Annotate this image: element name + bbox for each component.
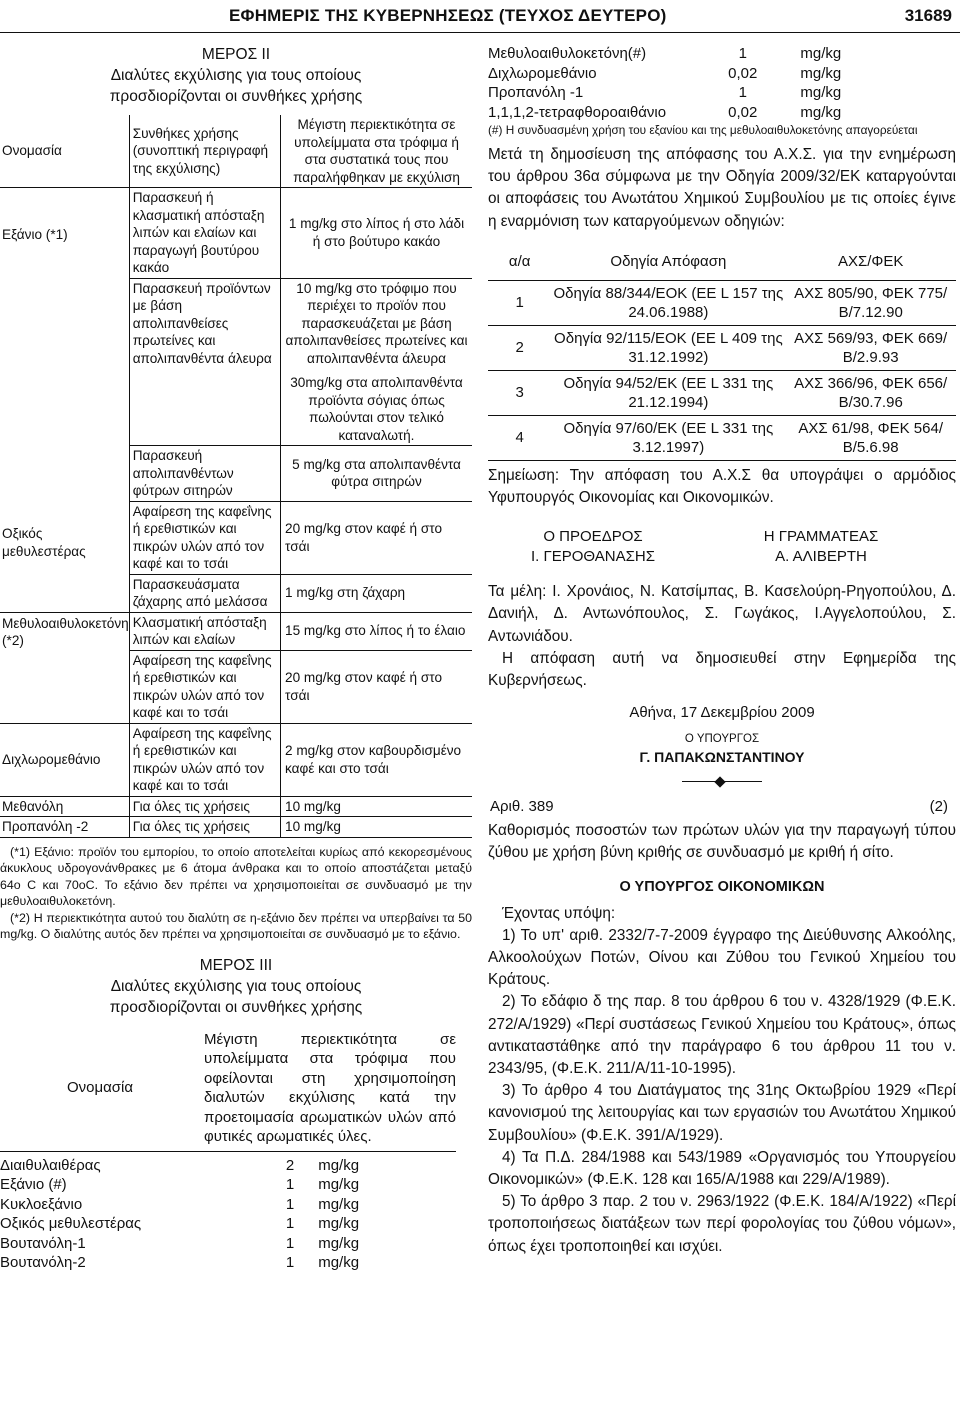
row-use: Για όλες τις χρήσεις xyxy=(129,817,280,838)
table-row xyxy=(0,817,472,838)
row-name: Διχλωρομεθάνιο xyxy=(488,64,597,82)
part2-title: ΜΕΡΟΣ ΙΙ xyxy=(201,46,271,63)
row-unit: mg/kg xyxy=(800,64,842,82)
col-header-use: Συνθήκες χρήσης (συνοπτική περιγραφή της εκχύλισης) xyxy=(129,115,280,188)
row-max: 20 mg/kg στον καφέ ή στο τσάι xyxy=(281,501,472,574)
flavour-footnote: (#) Η συνδυασμένη χρήση του εξανίου και της μεθυλοαιθυλοκετόνης απαγορεύεται xyxy=(488,123,918,137)
row-unit: mg/kg xyxy=(318,1176,360,1193)
row-unit: mg/kg xyxy=(800,103,842,121)
section-divider xyxy=(488,781,956,782)
table-row xyxy=(0,1156,456,1176)
row-ref: ΑΧΣ 61/98, ΦΕΚ 564/Β/5.6.98 xyxy=(785,415,956,460)
row-max: 5 mg/kg στα απολιπανθέντα φύτρα σιτηρών xyxy=(281,446,472,502)
row-ref: ΑΧΣ 569/93, ΦΕΚ 669/Β/2.9.93 xyxy=(785,325,956,370)
row-name: Οξικός μεθυλεστέρας xyxy=(0,1215,142,1232)
row-unit: mg/kg xyxy=(800,84,842,101)
row-use: Αφαίρεση της καφεΐνης ή ερεθιστικών και πικρών υλών από τον καφέ και το τσάι xyxy=(129,650,280,723)
row-unit: mg/kg xyxy=(318,1254,360,1271)
row-max: 10 mg/kg xyxy=(281,817,472,838)
row-unit: mg/kg xyxy=(800,45,842,62)
row-name: Βουτανόλη-1 xyxy=(0,1234,86,1252)
table-row xyxy=(488,325,956,370)
col-header-max: Μέγιστη περιεκτικότητα σε υπολείμματα στα τρόφιμα που οφείλονται στη χρησιμοποίηση διαλυτών εκχύλισης κατά την προετοιμασία αρωματικών υλών από φυτικές αρωματικές ύλες. xyxy=(200,1030,456,1152)
decision-number: Αριθ. 389 xyxy=(490,798,554,816)
col-header-aa: α/α xyxy=(488,249,551,281)
row-value: 1 xyxy=(285,1215,295,1232)
minister-role: Ο ΥΠΟΥΡΓΟΣ xyxy=(684,733,760,746)
row-aa: 4 xyxy=(488,415,551,460)
row-name: Προπανόλη -2 xyxy=(0,817,129,838)
table-row xyxy=(488,64,908,84)
row-ref: ΑΧΣ 805/90, ΦΕΚ 775/Β/7.12.90 xyxy=(785,280,956,325)
col-header-name: Ονομασία xyxy=(0,115,129,188)
council-signatures xyxy=(488,527,956,571)
row-name: 1,1,1,2-τετραφθοροαιθάνιο xyxy=(488,103,667,121)
row-name: Μεθυλοαιθυλοκετόνη(#) xyxy=(488,45,647,62)
considerations-list xyxy=(488,925,956,1258)
gazette-title: ΕΦΗΜΕΡΙΣ ΤΗΣ ΚΥΒΕΡΝΗΣΕΩΣ (ΤΕΥΧΟΣ ΔΕΥΤΕΡΟ) xyxy=(229,6,667,25)
row-name: Διαιθυλαιθέρας xyxy=(0,1156,101,1174)
row-max: 15 mg/kg στο λίπος ή το έλαιο xyxy=(281,612,472,650)
row-max: 1 mg/kg στη ζάχαρη xyxy=(281,574,472,612)
table-row xyxy=(488,280,956,325)
minister-name: Γ. ΠΑΠΑΚΩΝΣΤΑΝΤΙΝΟΥ xyxy=(639,749,805,766)
part3-subtitle-2: προσδιορίζονται οι συνθήκες χρήσης xyxy=(109,998,363,1016)
header-divider xyxy=(0,32,960,33)
directives-table xyxy=(488,249,956,461)
president-role: Ο ΠΡΟΕΔΡΟΣ xyxy=(543,528,643,546)
flavour-solvents-rows xyxy=(0,1156,456,1273)
row-aa: 1 xyxy=(488,280,551,325)
row-directive: Οδηγία 88/344/ΕΟΚ (ΕΕ L 157 της 24.06.1988) xyxy=(551,280,785,325)
row-max: 10 mg/kg στο τρόφιμο που περιέχει το προϊόν που παρασκευάζεται με βάση απολιπανθείσες πρωτείνες και απολιπανθέντα άλευρα xyxy=(285,280,468,366)
part3-title: ΜΕΡΟΣ ΙΙΙ xyxy=(199,956,273,974)
row-name: Εξάνιο (#) xyxy=(0,1176,67,1193)
row-name: Μεθανόλη xyxy=(0,796,129,817)
row-directive: Οδηγία 94/52/ΕΚ (ΕΕ L 331 της 21.12.1994) xyxy=(551,370,785,415)
table-row xyxy=(0,1175,456,1195)
row-max: 30mg/kg στα απολιπανθέντα προϊόντα σόγιας όπως πωλούνται στον τελικό καταναλωτή. xyxy=(281,368,472,446)
row-name: Κυκλοεξάνιο xyxy=(0,1195,83,1213)
row-value: 2 xyxy=(285,1156,295,1174)
row-unit: mg/kg xyxy=(318,1195,360,1213)
secretary-role: Η ΓΡΑΜΜΑΤΕΑΣ xyxy=(763,528,879,546)
row-value: 0,02 xyxy=(728,103,758,121)
col-header-ref: ΑΧΣ/ΦΕΚ xyxy=(785,249,956,281)
consideration-item: 5) Το άρθρο 3 παρ. 2 του ν. 2963/1922 (Φ.Ε.Κ. 184/Α/1922) «Περί τροποποιήσεως διατάξεων των περί φορολογίας του ζύθου νόμων», όπως έχει τροποποιηθεί και ισχύει. xyxy=(488,1193,956,1255)
row-value: 1 xyxy=(285,1176,295,1193)
minister-heading: Ο ΥΠΟΥΡΓΟΣ ΟΙΚΟΝΟΜΙΚΩΝ xyxy=(619,878,825,895)
table-row xyxy=(0,1214,456,1234)
row-name: Εξάνιο (*1) xyxy=(2,227,68,242)
row-value: 1 xyxy=(285,1254,295,1271)
row-use: Κλασματική απόσταξη λιπών και ελαίων xyxy=(129,612,280,650)
consideration-item: 1) Το υπ' αριθ. 2332/7-7-2009 έγγραφο της Διεύθυνσης Αλκοόλης, Αλκοολούχων Ποτών, Οίνου και Ζύθου του Γενικού Χημείου του Κράτους. xyxy=(488,926,956,989)
row-name: Διχλωρομεθάνιο xyxy=(0,723,129,796)
repeal-paragraph: Μετά τη δημοσίευση της απόφασης του Α.Χ.Σ. για την ενημέρωση του άρθρου 36α σύμφωνα με την Οδηγία 2009/32/ΕΚ καταργούνται οι αποφάσεις του Ανωτάτου Χημικού Συμβουλίου με τις οποίες έγινε η εναρμόνιση των καταργούμενων οδηγιών: xyxy=(488,146,956,230)
col-header-name: Ονομασία xyxy=(0,1030,200,1152)
solvents-table xyxy=(0,115,472,838)
row-name: Οξικός μεθυλεστέρας xyxy=(0,501,129,612)
president-name: Ι. ΓΕΡΟΘΑΝΑΣΗΣ xyxy=(530,548,656,566)
row-use: Παρασκευάσματα ζάχαρης από μελάσσα xyxy=(129,574,280,612)
members-paragraph: Τα μέλη: Ι. Χρονάιος, Ν. Κατσίμπας, Β. Κασελούρη-Ρηγοπούλου, Δ. Δανιήλ, Δ. Αντωνόπουλος, Σ. Γωγάκος, Ι.Αγγελοπούλου, Σ. Αντωνιάδου. xyxy=(488,583,956,645)
signing-date: Αθήνα, 17 Δεκεμβρίου 2009 xyxy=(629,704,815,722)
col-header-max: Μέγιστη περιεκτικότητα σε υπολείμματα στα τρόφιμα ή στα συστατικά τους που παραλήφθηκαν με εκχύλιση xyxy=(281,115,472,188)
table-row xyxy=(0,1195,456,1215)
row-unit: mg/kg xyxy=(318,1234,360,1252)
row-value: 1 xyxy=(285,1234,295,1252)
row-value: 0,02 xyxy=(728,64,758,82)
row-use: Παρασκευή προϊόντων με βάση απολιπανθείσες πρωτείνες και απολιπανθέντα άλευρα xyxy=(129,278,280,446)
consideration-item: 4) Τα Π.Δ. 284/1988 και 543/1989 «Οργανισμός του Υπουργείου Οικονομικών» (Φ.Ε.Κ. 128 και 165/Α/1988 και 229/Α/1989). xyxy=(488,1148,956,1189)
table-row xyxy=(488,83,908,103)
row-value: 1 xyxy=(285,1195,295,1213)
note-hexane: (*1) Εξάνιο: προϊόν του εμπορίου, το οποίο αποτελείται κυρίως από κεκορεσμένους άκυκλους υδρογονάνθρακες με 6 άτομα άνθρακα και το οποίο αποστάζεται μεταξύ 64ο C και 70οC. Το εξάνιο δεν πρέπει να χρησιμοποιείται σε συνδυασμό με την μεθυλοαιθυλοκετόνη. xyxy=(0,844,472,908)
publish-paragraph: Η απόφαση αυτή να δημοσιευθεί στην Εφημερίδα της Κυβερνήσεως. xyxy=(488,649,956,690)
table-row xyxy=(0,612,472,650)
flavour-solvents-rows-cont xyxy=(488,44,908,122)
page-header xyxy=(0,6,960,32)
row-use: Αφαίρεση της καφεΐνης ή ερεθιστικών και πικρών υλών από τον καφέ και το τσάι xyxy=(129,501,280,574)
row-use: Παρασκευή απολιπανθέντων φύτρων σιτηρών xyxy=(129,446,280,502)
row-use: Παρασκευή ή κλασματική απόσταξη λιπών και ελαίων και παραγωγή βουτύρου κακάο xyxy=(129,188,280,279)
row-aa: 3 xyxy=(488,370,551,415)
page-number: 31689 xyxy=(904,6,952,25)
decision-title: Καθορισμός ποσοστών των πρώτων υλών για την παραγωγή τύπου ζύθου με χρήση βύνη κριθής σε συνδυασμό με κριθή ή σίτο. xyxy=(488,822,956,862)
row-unit: mg/kg xyxy=(318,1215,360,1232)
row-max: 20 mg/kg στον καφέ ή στο τσάι xyxy=(281,650,472,723)
consideration-item: 2) Το εδάφιο δ της παρ. 8 του άρθρου 6 του ν. 4328/1929 (Φ.Ε.Κ. 272/Α/1929) «Περί συστάσεως Γενικού Χημείου του Κράτους», όπως αντικαταστάθηκε από την παράγραφο 6 του άρθρου 11 του ν. 2343/95, (Φ.Ε.Κ. 211/Α/11-10-1995). xyxy=(488,993,956,1078)
row-use: Για όλες τις χρήσεις xyxy=(129,796,280,817)
row-use: Αφαίρεση της καφεΐνης ή ερεθιστικών και πικρών υλών από τον καφέ και το τσάι xyxy=(129,723,280,796)
row-unit: mg/kg xyxy=(318,1156,360,1174)
table-row xyxy=(488,103,908,123)
note-paragraph: Σημείωση: Την απόφαση του Α.Χ.Σ θα υπογράψει ο αρμόδιος Υφυπουργός Οικονομίας και Οικονομικών. xyxy=(488,466,956,507)
row-name: Προπανόλη -1 xyxy=(488,84,584,101)
row-ref: ΑΧΣ 366/96, ΦΕΚ 656/Β/30.7.96 xyxy=(785,370,956,415)
note-mek: (*2) Η περιεκτικότητα αυτού του διαλύτη σε η-εξάνιο δεν πρέπει να υπερβαίνει τα 50 mg/kg. Ο διαλύτης αυτός δεν πρέπει να χρησιμοποιείται σε συνδυασμό με το εξάνιο. xyxy=(0,910,472,941)
part3-heading xyxy=(0,955,472,1018)
table-row xyxy=(0,188,472,279)
row-value: 1 xyxy=(738,45,747,62)
row-directive: Οδηγία 92/115/ΕΟΚ (ΕΕ L 409 της 31.12.1992) xyxy=(551,325,785,370)
table-row xyxy=(0,1253,456,1273)
consideration-item: 3) Το άρθρο 4 του Διατάγματος της 31ης Οκτωβρίου 1929 «Περί κανονισμού της λειτουργίας και των εργασιών του Ανωτάτου Χημικού Συμβουλίου» (Φ.Ε.Κ. 391/Α/1929). xyxy=(488,1082,956,1144)
table-row xyxy=(0,723,472,796)
decision-tag: (2) xyxy=(929,798,948,816)
left-column xyxy=(0,44,472,1273)
row-max: 2 mg/kg στον καβουρδισμένο καφέ και στο τσάι xyxy=(281,723,472,796)
table-row xyxy=(0,796,472,817)
secretary-name: Α. ΑΛΙΒΕΡΤΗ xyxy=(775,548,867,566)
row-max: 1 mg/kg στο λίπος ή στο λάδι ή στο βούτυρο κακάο xyxy=(281,188,472,279)
row-max: 10 mg/kg xyxy=(281,796,472,817)
table-row xyxy=(488,44,908,64)
row-name: Βουτανόλη-2 xyxy=(0,1254,86,1271)
table-row xyxy=(0,1234,456,1254)
decision-number-line xyxy=(488,798,956,820)
flavour-solvents-table xyxy=(0,1030,456,1152)
table-row xyxy=(488,415,956,460)
row-directive: Οδηγία 97/60/ΕΚ (ΕΕ L 331 της 3.12.1997) xyxy=(551,415,785,460)
right-column xyxy=(488,44,956,1258)
part3-subtitle-1: Διαλύτες εκχύλισης για τους οποίους xyxy=(110,977,362,995)
part2-heading xyxy=(0,44,472,107)
table-row xyxy=(488,370,956,415)
table-notes xyxy=(0,844,472,943)
row-value: 1 xyxy=(738,84,747,101)
table-row xyxy=(0,501,472,574)
row-aa: 2 xyxy=(488,325,551,370)
row-name: Μεθυλοαιθυλοκετόνη (*2) xyxy=(0,612,129,723)
col-header-directive: Οδηγία Απόφαση xyxy=(551,249,785,281)
having-regard: Έχοντας υπόψη: xyxy=(502,904,616,922)
part2-subtitle-1: Διαλύτες εκχύλισης για τους οποίους xyxy=(110,67,362,84)
part2-subtitle-2: προσδιορίζονται οι συνθήκες χρήσης xyxy=(109,88,363,105)
